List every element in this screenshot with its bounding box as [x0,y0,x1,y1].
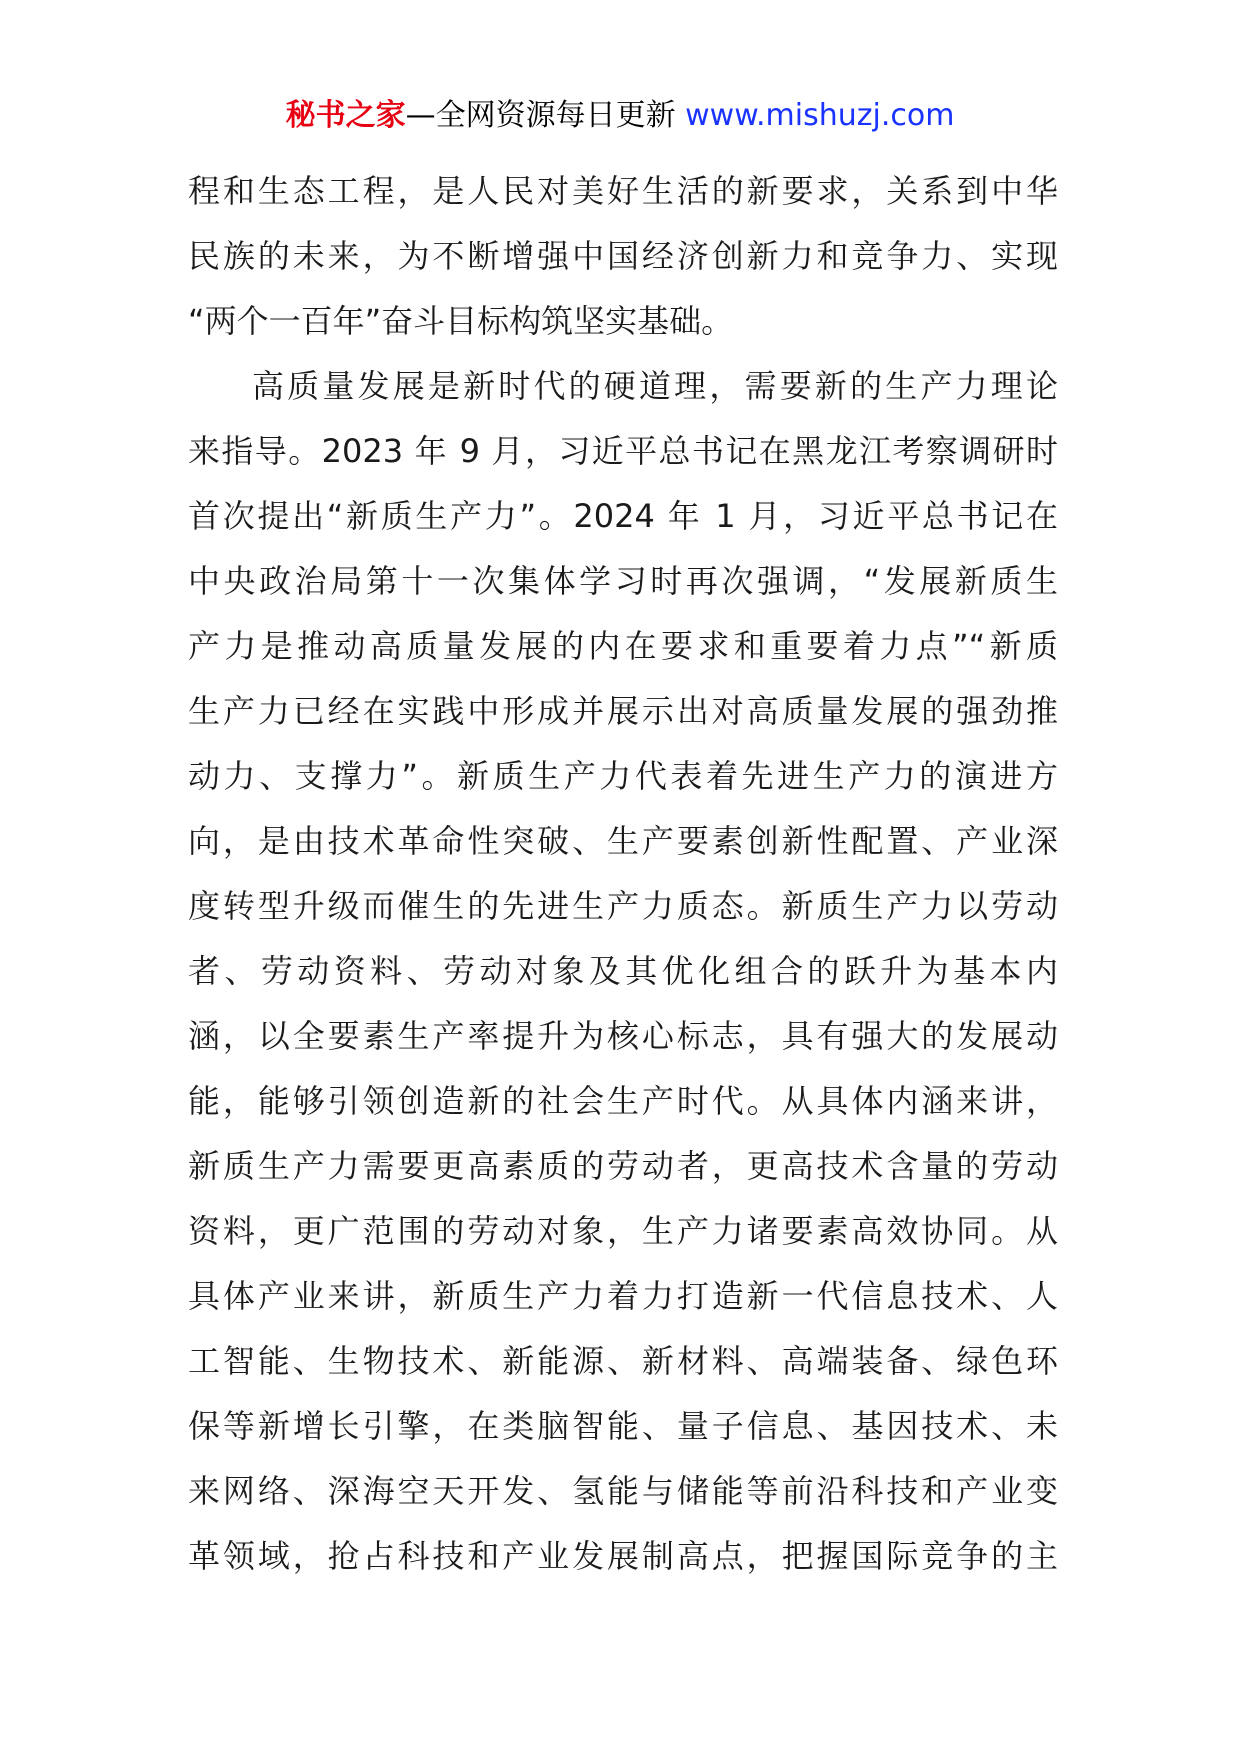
text-line: 动力、支撑力”。新质生产力代表着先进生产力的演进方 [188,757,1058,795]
text-line: “两个一百年”奋斗目标构筑坚实基础。 [188,302,734,340]
text-line: 首次提出“新质生产力”。2024 年 1 月，习近平总书记在 [188,497,1058,535]
text-line: 工智能、生物技术、新能源、新材料、高端装备、绿色环 [188,1342,1058,1380]
brand-name: 秘书之家 [285,98,406,133]
header-slogan: —全网资源每日更新 [405,98,686,133]
text-line: 具体产业来讲，新质生产力着力打造新一代信息技术、人 [188,1277,1058,1315]
text-line: 资料，更广范围的劳动对象，生产力诸要素高效协同。从 [188,1212,1058,1250]
text-line: 者、劳动资料、劳动对象及其优化组合的跃升为基本内 [188,952,1058,990]
text-line: 高质量发展是新时代的硬道理，需要新的生产力理论 [252,367,1058,405]
text-line: 民族的未来，为不断增强中国经济创新力和竞争力、实现 [188,237,1058,275]
text-line: 度转型升级而催生的先进生产力质态。新质生产力以劳动 [188,887,1058,925]
text-line: 来网络、深海空天开发、氢能与储能等前沿科技和产业变 [188,1472,1058,1510]
paragraph-2 [188,354,1058,1589]
text-line: 向，是由技术革命性突破、生产要素创新性配置、产业深 [188,822,1058,860]
text-line: 涵，以全要素生产率提升为核心标志，具有强大的发展动 [188,1017,1058,1055]
text-line: 新质生产力需要更高素质的劳动者，更高技术含量的劳动 [188,1147,1058,1185]
text-line: 中央政治局第十一次集体学习时再次强调，“发展新质生 [188,562,1058,600]
text-line: 来指导。2023 年 9 月，习近平总书记在黑龙江考察调研时 [188,432,1058,470]
text-line: 革领域，抢占科技和产业发展制高点，把握国际竞争的主 [188,1537,1058,1575]
text-line: 能，能够引领创造新的社会生产时代。从具体内涵来讲， [188,1082,1058,1120]
text-line: 保等新增长引擎，在类脑智能、量子信息、基因技术、未 [188,1407,1058,1445]
document-body [188,159,1058,1589]
site-header [0,96,1240,136]
text-line: 生产力已经在实践中形成并展示出对高质量发展的强劲推 [188,692,1058,730]
site-url-link[interactable]: www.mishuzj.com [685,98,955,133]
text-line: 程和生态工程，是人民对美好生活的新要求，关系到中华 [188,172,1058,210]
text-line: 产力是推动高质量发展的内在要求和重要着力点”“新质 [188,627,1058,665]
paragraph-1 [188,159,1058,354]
